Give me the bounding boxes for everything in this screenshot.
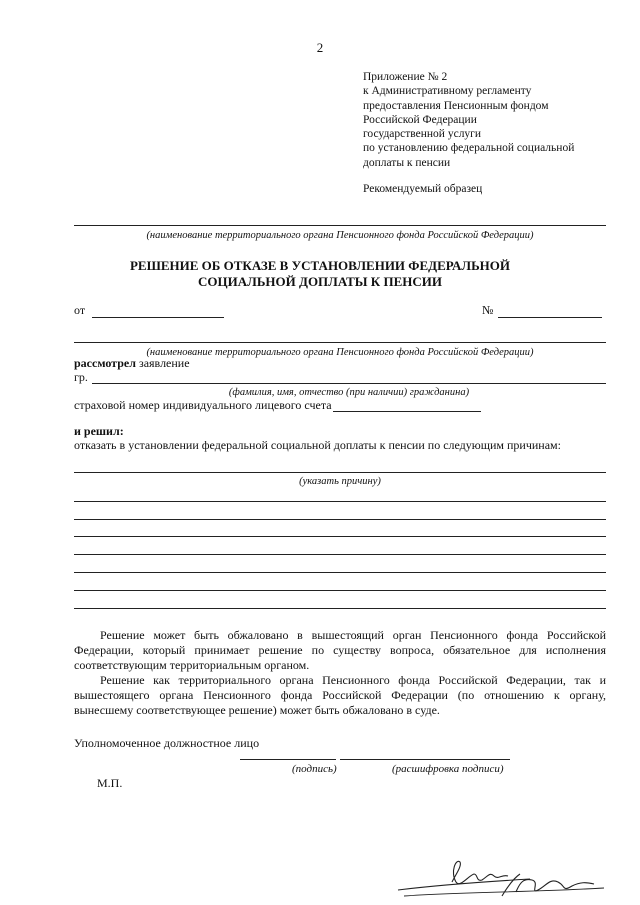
decided-label: и решил: xyxy=(74,424,124,438)
appeal-text xyxy=(74,628,606,718)
citizen-label: гр. xyxy=(74,370,88,384)
official-label: Уполномоченное должностное лицо xyxy=(74,736,260,750)
stamp-label: М.П. xyxy=(97,776,123,790)
date-field-line[interactable] xyxy=(92,317,224,318)
page-number: 2 xyxy=(316,40,324,55)
signature-decode-line[interactable] xyxy=(340,759,510,760)
snils-label: страховой номер индивидуального лицевого счета xyxy=(74,398,332,412)
appeal-paragraph-2: Решение как территориального органа Пенсионного фонда Российской Федерации, так и вышестоящего органа Пенсионного фонда Российской Федерации (по отношению к органу, вынесшему соответствующее решение) может быть обжаловано в суде. xyxy=(74,673,606,717)
number-label: № xyxy=(482,303,494,317)
citizen-name-line[interactable] xyxy=(92,383,606,384)
reason-line[interactable] xyxy=(74,554,606,555)
appendix-line: предоставления Пенсионным фондом xyxy=(363,99,549,112)
appendix-line: доплаты к пенсии xyxy=(363,156,451,169)
decode-caption: (расшифровка подписи) xyxy=(392,763,504,775)
org-name-line[interactable] xyxy=(74,225,606,226)
reason-caption: (указать причину) xyxy=(299,476,381,487)
appendix-line: к Административному регламенту xyxy=(363,85,532,98)
reviewed-bold: рассмотрел xyxy=(74,356,136,370)
signature-line[interactable] xyxy=(240,759,336,760)
fio-caption: (фамилия, имя, отчество (при наличии) гражданина) xyxy=(228,387,470,398)
reviewed-rest: заявление xyxy=(135,356,190,370)
sample-note: Рекомендуемый образец xyxy=(363,183,483,195)
from-label: от xyxy=(74,303,86,317)
appendix-line: государственной услуги xyxy=(363,128,482,141)
reason-line[interactable] xyxy=(74,590,606,591)
number-field-line[interactable] xyxy=(498,317,602,318)
appendix-line: Приложение № 2 xyxy=(363,71,448,83)
title-line-2: СОЦИАЛЬНОЙ ДОПЛАТЫ К ПЕНСИИ xyxy=(198,274,442,289)
org-caption-top: (наименование территориального органа Пенсионного фонда Российской Федерации) xyxy=(146,230,534,241)
org-name-line-2[interactable] xyxy=(74,342,606,343)
reason-line[interactable] xyxy=(74,519,606,520)
appendix-line: по установлению федеральной социальной xyxy=(363,142,575,155)
title-line-1: РЕШЕНИЕ ОБ ОТКАЗЕ В УСТАНОВЛЕНИИ ФЕДЕРАЛЬНОЙ xyxy=(129,258,511,273)
handwritten-signature xyxy=(390,852,620,902)
reason-line[interactable] xyxy=(74,536,606,537)
signature-caption: (подпись) xyxy=(292,763,337,775)
appendix-line: Российской Федерации xyxy=(363,113,477,126)
reviewed-text xyxy=(74,356,190,371)
reason-line[interactable] xyxy=(74,608,606,609)
appendix-header xyxy=(363,70,574,170)
reason-line[interactable] xyxy=(74,572,606,573)
document-title xyxy=(0,258,640,290)
reason-line[interactable] xyxy=(74,501,606,502)
org-caption-middle: (наименование территориального органа Пенсионного фонда Российской Федерации) xyxy=(146,347,534,358)
refuse-text: отказать в установлении федеральной социальной доплаты к пенсии по следующим причинам: xyxy=(74,438,561,452)
appeal-paragraph-1: Решение может быть обжаловано в вышестоящий орган Пенсионного фонда Российской Федерации, который принимает решение по существу вопроса, обязательное для исполнения соответствующим территориальным органом. xyxy=(74,628,606,672)
reason-line[interactable] xyxy=(74,472,606,473)
snils-field-line[interactable] xyxy=(333,411,481,412)
